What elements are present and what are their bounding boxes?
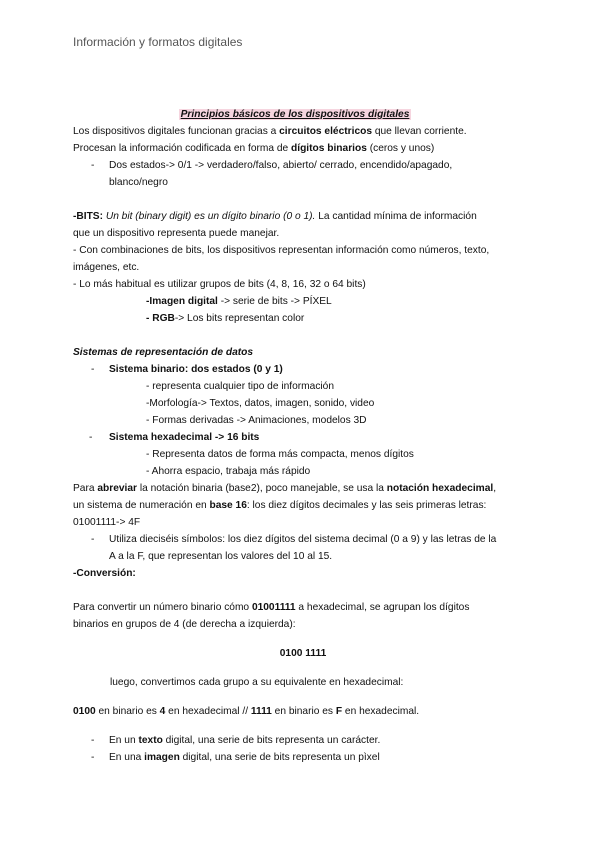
bullet1-line1: Dos estados-> 0/1 -> verdadero/falso, abierto/ cerrado, encendido/apagado, (109, 160, 453, 171)
imagen-label: -Imagen digital (146, 296, 218, 307)
intro1-end: que llevan corriente. (372, 126, 467, 137)
conversion-luego: luego, convertimos cada grupo a su equivalente en hexadecimal: (110, 677, 404, 688)
bits-groups: - Lo más habitual es utilizar grupos de bits (4, 8, 16, 32 o 64 bits) (73, 279, 366, 290)
intro-line-1 (73, 123, 533, 140)
conversion-para-1 (73, 599, 533, 616)
bullet1-line2: blanco/negro (109, 177, 168, 188)
eq-bold: 1111 (250, 706, 272, 717)
imagen-rest: -> serie de bits -> PÍXEL (217, 296, 332, 307)
binario-item-1: -Morfología-> Textos, datos, imagen, sonido, video (146, 398, 375, 409)
utiliza-line1: Utiliza dieciséis símbolos: los diez dígitos del sistema decimal (0 a 9) y las letras de la (109, 534, 497, 545)
conversion-para-2: binarios en grupos de 4 (de derecha a izquierda): (73, 619, 296, 630)
bits-label: -BITS: (73, 211, 103, 222)
para-text: : los diez dígitos decimales y las seis primeras letras: (246, 500, 487, 511)
texto-text: En un (109, 735, 139, 746)
list-item-hex (73, 429, 533, 446)
conv-text: a hexadecimal, se agrupan los dígitos (295, 602, 470, 613)
list-item-utiliza-cont (73, 548, 533, 565)
list-item-dos-estados (73, 157, 533, 174)
bits-imagen (73, 293, 533, 310)
bits-def-rest: La cantidad mínima de información (315, 211, 477, 222)
list-item-binario (73, 361, 533, 378)
eq-bold: 0100 (73, 706, 96, 717)
bullet-dash: - (89, 432, 93, 443)
intro-line-2 (73, 140, 533, 157)
bits-rgb (73, 310, 533, 327)
conv-text: Para convertir un número binario cómo (73, 602, 252, 613)
eq-bold: F (335, 706, 343, 717)
para-text: , (493, 483, 497, 494)
eq-text: en hexadecimal. (342, 706, 420, 717)
para-bold: abreviar (97, 483, 138, 494)
bullet-dash: - (91, 735, 95, 746)
conversion-equivalence (73, 703, 533, 720)
binario-label: Sistema binario: dos estados (0 y 1) (109, 364, 283, 375)
hex-item-1: - Ahorra espacio, trabaja más rápido (146, 466, 311, 477)
list-item-dos-estados-cont (73, 174, 533, 191)
binario-item-0: - representa cualquier tipo de información (146, 381, 335, 392)
para-abreviar-1 (73, 480, 533, 497)
para-text: Para (73, 483, 98, 494)
intro2-text: Procesan la información codificada en forma de (73, 143, 292, 154)
imagen-bold: imagen (144, 752, 180, 763)
eq-text: en binario es (95, 706, 160, 717)
hex-label: Sistema hexadecimal -> 16 bits (109, 432, 260, 443)
binario-item-2: - Formas derivadas -> Animaciones, modelos 3D (146, 415, 367, 426)
texto-bold: texto (138, 735, 163, 746)
bits-def-italic: Un bit (binary digit) es un dígito binario (0 o 1). (103, 211, 316, 222)
bits-combo-2: imágenes, etc. (73, 262, 140, 273)
bits-definition (73, 208, 533, 225)
para-bold: notación hexadecimal (386, 483, 494, 494)
para-text: la notación binaria (base2), poco manejable, se usa la (137, 483, 387, 494)
list-item-texto (73, 732, 533, 749)
intro2-bold: dígitos binarios (291, 143, 367, 154)
list-item-utiliza (73, 531, 533, 548)
utiliza-line2: A a la F, que representan los valores del 10 al 15. (109, 551, 333, 562)
binary-groups: 0100 1111 (279, 648, 327, 659)
intro1-bold: circuitos eléctricos (279, 126, 373, 137)
bits-combo-1: - Con combinaciones de bits, los dispositivos representan información como números, texto, (73, 245, 490, 256)
imagen-text: digital, una serie de bits representa un pìxel (179, 752, 380, 763)
bits-definition-2: que un dispositivo representa puede manejar. (73, 228, 280, 239)
bullet-dash: - (91, 534, 95, 545)
sistemas-title: Sistemas de representación de datos (73, 347, 254, 358)
para-bold: base 16 (209, 500, 247, 511)
page-header: Información y formatos digitales (73, 35, 243, 49)
hex-item-0: - Representa datos de forma más compacta, menos dígitos (146, 449, 414, 460)
list-item-imagen (73, 749, 533, 766)
rgb-rest: -> Los bits representan color (174, 313, 305, 324)
para-abreviar-3: 01001111-> 4F (73, 517, 141, 528)
conv-bold: 01001111 (251, 602, 296, 613)
intro2-end: (ceros y unos) (366, 143, 435, 154)
para-text: un sistema de numeración en (73, 500, 210, 511)
conversion-label: -Conversión: (73, 568, 136, 579)
texto-text: digital, una serie de bits representa un carácter. (162, 735, 381, 746)
eq-text: en binario es (271, 706, 336, 717)
intro1-text: Los dispositivos digitales funcionan gracias a (73, 126, 280, 137)
rgb-label: - RGB (146, 313, 175, 324)
bullet-dash: - (91, 364, 95, 375)
imagen-text: En una (109, 752, 145, 763)
para-abreviar-2 (73, 497, 533, 514)
eq-text: en hexadecimal // (165, 706, 251, 717)
bullet-dash: - (91, 160, 95, 171)
eq-bold: 4 (159, 706, 166, 717)
document-body (73, 106, 533, 766)
bullet-dash: - (91, 752, 95, 763)
section-title-line (57, 106, 533, 123)
section-title: Principios básicos de los dispositivos digitales (180, 109, 410, 120)
